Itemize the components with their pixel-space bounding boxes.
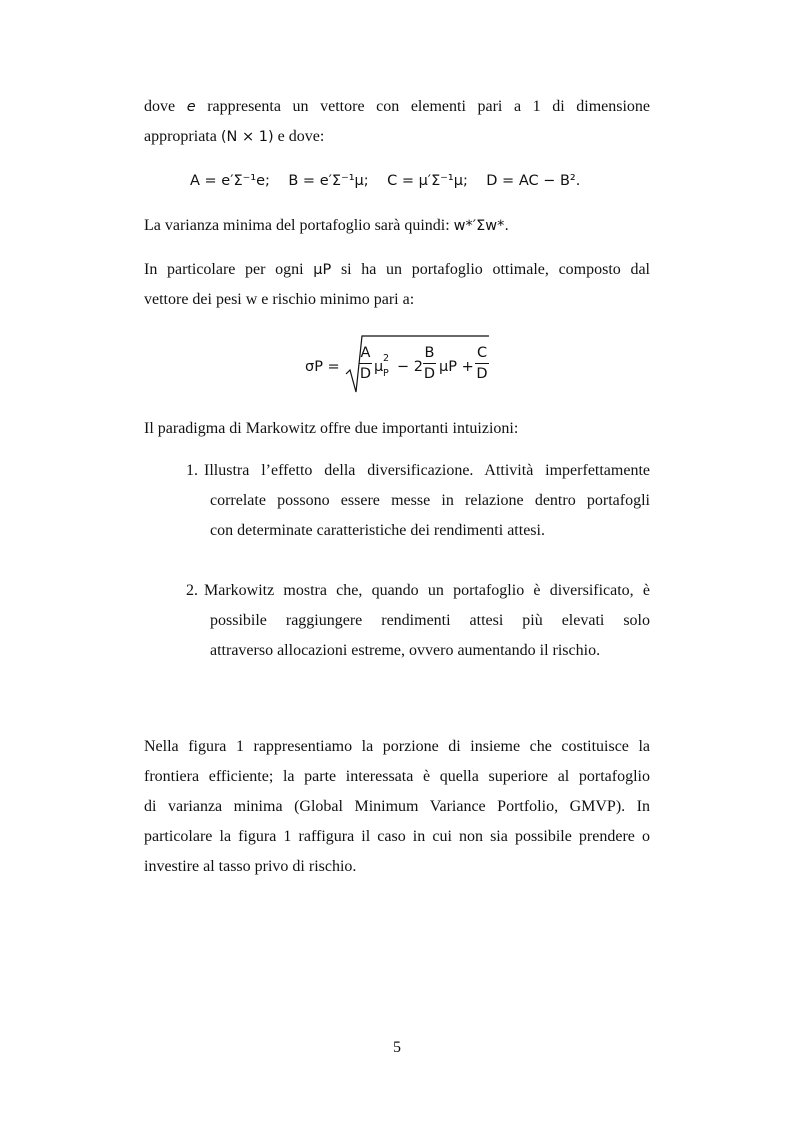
dimension-math: (N × 1) xyxy=(220,129,274,145)
list-item-1-line-2: correlate possono essere messe in relazione dentro portafogli xyxy=(210,492,650,509)
list-item-2-number: 2. xyxy=(186,582,198,599)
optimal-line-2 xyxy=(144,290,650,310)
optimal-text: si ha un portafoglio ottimale, composto dal xyxy=(340,261,651,278)
list-item-1-line-3: con determinate caratteristiche dei rendimenti attesi. xyxy=(210,522,545,539)
def-C: C = μ′Σ⁻¹μ; xyxy=(387,173,468,189)
intro-text: appropriata xyxy=(144,128,217,145)
intro-text: e dove: xyxy=(277,128,325,145)
figure-line-3: di varianza minima (Global Minimum Variance Portfolio, GMVP). In xyxy=(144,798,650,815)
optimal-line-1 xyxy=(144,260,650,280)
variance-math: w*′Σw*. xyxy=(453,218,509,234)
page-number: 5 xyxy=(393,1039,401,1056)
list-item-2-line-1: Markowitz mostra che, quando un portafoglio è diversificato, è xyxy=(204,582,650,599)
mu-p-squared: μ 2 P xyxy=(374,353,390,379)
variance-text: La varianza minima del portafoglio sarà quindi: xyxy=(144,217,450,234)
mu-p: μP xyxy=(313,262,332,278)
list-item-2-line-2: possibile raggiungere rendimenti attesi più elevati solo xyxy=(210,612,650,629)
def-B: B = e′Σ⁻¹μ; xyxy=(288,173,369,189)
mu-p-plus: μP + xyxy=(439,359,474,375)
fraction-C-over-D: C D xyxy=(476,345,488,382)
figure-line-5: investire al tasso privo di rischio. xyxy=(144,858,357,875)
list-item-1-number: 1. xyxy=(186,462,198,479)
intro-line-1 xyxy=(144,97,650,117)
optimal-text: In particolare per ogni xyxy=(144,261,304,278)
optimal-text: vettore dei pesi w e rischio minimo pari a: xyxy=(144,291,415,308)
equation-definitions xyxy=(190,171,580,191)
fraction-A-over-D: A D xyxy=(359,345,372,382)
intro-text: dove xyxy=(144,98,176,115)
figure-line-2: frontiera efficiente; la parte interessata è quella superiore al portafoglio xyxy=(144,768,650,785)
markowitz-text: Il paradigma di Markowitz offre due importanti intuizioni: xyxy=(144,420,519,437)
sigma-equation xyxy=(305,334,505,394)
vector-e: e xyxy=(186,99,196,115)
intro-text: rappresenta un vettore con elementi pari a 1 di dimensione xyxy=(207,98,651,115)
minus-two: − 2 xyxy=(397,359,423,375)
list-item-2-line-3: attraverso allocazioni estreme, ovvero aumentando il rischio. xyxy=(210,642,601,659)
markowitz-line xyxy=(144,419,650,439)
fraction-B-over-D: B D xyxy=(423,345,436,382)
figure-line-1: Nella figura 1 rappresentiamo la porzione di insieme che costituisce la xyxy=(144,738,650,755)
def-A: A = e′Σ⁻¹e; xyxy=(190,173,270,189)
figure-line-4: particolare la figura 1 raffigura il caso in cui non sia possibile prendere o xyxy=(144,828,650,845)
def-D: D = AC − B². xyxy=(486,173,581,189)
list-item-1-line-1: Illustra l’effetto della diversificazione. Attività imperfettamente xyxy=(204,462,650,479)
sigma-lhs: σP = xyxy=(305,359,340,375)
intro-line-2 xyxy=(144,127,650,147)
variance-line xyxy=(144,216,650,236)
